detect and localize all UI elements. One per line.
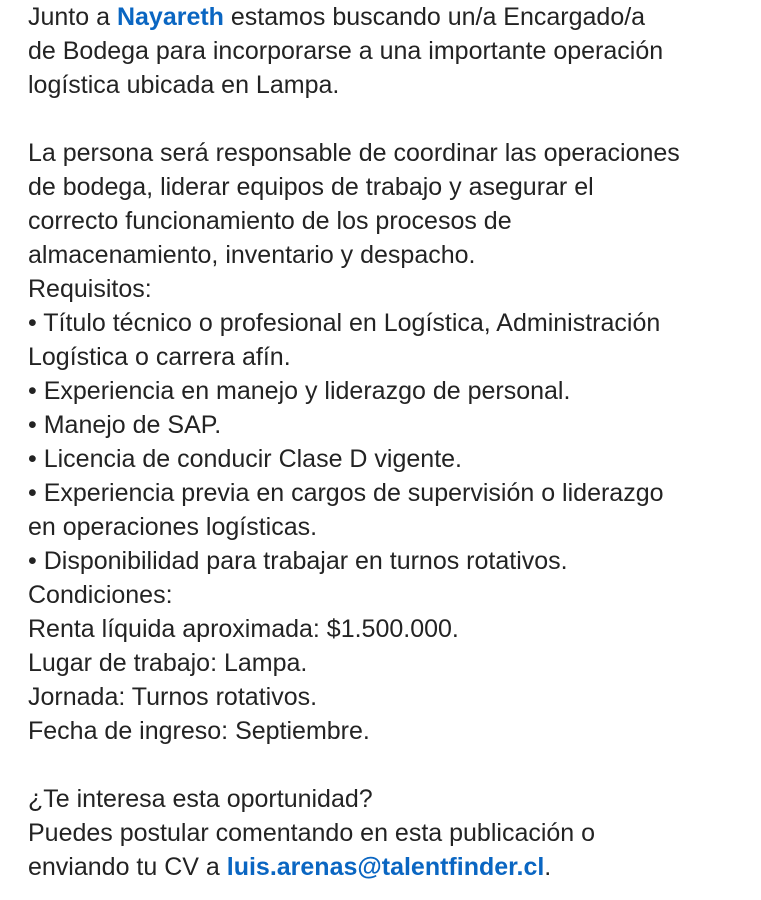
requirement-text: Manejo de SAP. — [36, 411, 222, 439]
intro-line-2: de Bodega para incorporarse a una importante operación — [28, 37, 664, 65]
bullet-icon: • — [28, 411, 37, 439]
bullet-icon: • — [28, 547, 37, 575]
condition-start-date: Fecha de ingreso: Septiembre. — [28, 717, 370, 745]
bullet-icon: • — [28, 309, 37, 337]
cta-text: enviando tu CV a — [28, 853, 227, 881]
condition-location: Lugar de trabajo: Lampa. — [28, 649, 308, 677]
requirement-text: Título técnico o profesional en Logística, Administración — [36, 309, 661, 337]
description-line-2: de bodega, liderar equipos de trabajo y asegurar el — [28, 173, 594, 201]
intro-line-3: logística ubicada en Lampa. — [28, 71, 340, 99]
requirement-item — [28, 544, 748, 578]
requirements-heading: Requisitos: — [28, 275, 152, 303]
requirement-item — [28, 476, 748, 510]
spacer — [28, 748, 748, 782]
intro-text: Junto a — [28, 3, 117, 31]
description-line-4: almacenamiento, inventario y despacho. — [28, 241, 476, 269]
intro-text: estamos buscando un/a Encargado/a — [223, 3, 646, 31]
cta-line-2: Puedes postular comentando en esta publicación o — [28, 819, 596, 847]
requirement-text: Disponibilidad para trabajar en turnos rotativos. — [36, 547, 568, 575]
requirement-item — [28, 442, 748, 476]
requirement-item-continued: en operaciones logísticas. — [28, 513, 318, 541]
requirement-item — [28, 306, 748, 340]
email-link[interactable]: luis.arenas@talentfinder.cl — [226, 853, 545, 881]
post-body — [28, 0, 748, 884]
requirement-text: Experiencia en manejo y liderazgo de personal. — [36, 377, 571, 405]
description-line-1: La persona será responsable de coordinar las operaciones — [28, 139, 680, 167]
mention-link[interactable]: Nayareth — [116, 3, 224, 31]
cta-question: ¿Te interesa esta oportunidad? — [28, 785, 373, 813]
bullet-icon: • — [28, 377, 37, 405]
cta-line-3 — [28, 850, 748, 884]
spacer — [28, 102, 748, 136]
condition-schedule: Jornada: Turnos rotativos. — [28, 683, 318, 711]
cta-text: . — [544, 853, 552, 881]
description-line-3: correcto funcionamiento de los procesos de — [28, 207, 512, 235]
intro-line-1 — [28, 0, 748, 34]
bullet-icon: • — [28, 479, 37, 507]
requirement-item-continued: Logística o carrera afín. — [28, 343, 291, 371]
conditions-heading: Condiciones: — [28, 581, 173, 609]
condition-salary: Renta líquida aproximada: $1.500.000. — [28, 615, 459, 643]
bullet-icon: • — [28, 445, 37, 473]
requirement-text: Experiencia previa en cargos de supervisión o liderazgo — [36, 479, 664, 507]
requirement-item — [28, 374, 748, 408]
requirement-item — [28, 408, 748, 442]
requirement-text: Licencia de conducir Clase D vigente. — [36, 445, 462, 473]
